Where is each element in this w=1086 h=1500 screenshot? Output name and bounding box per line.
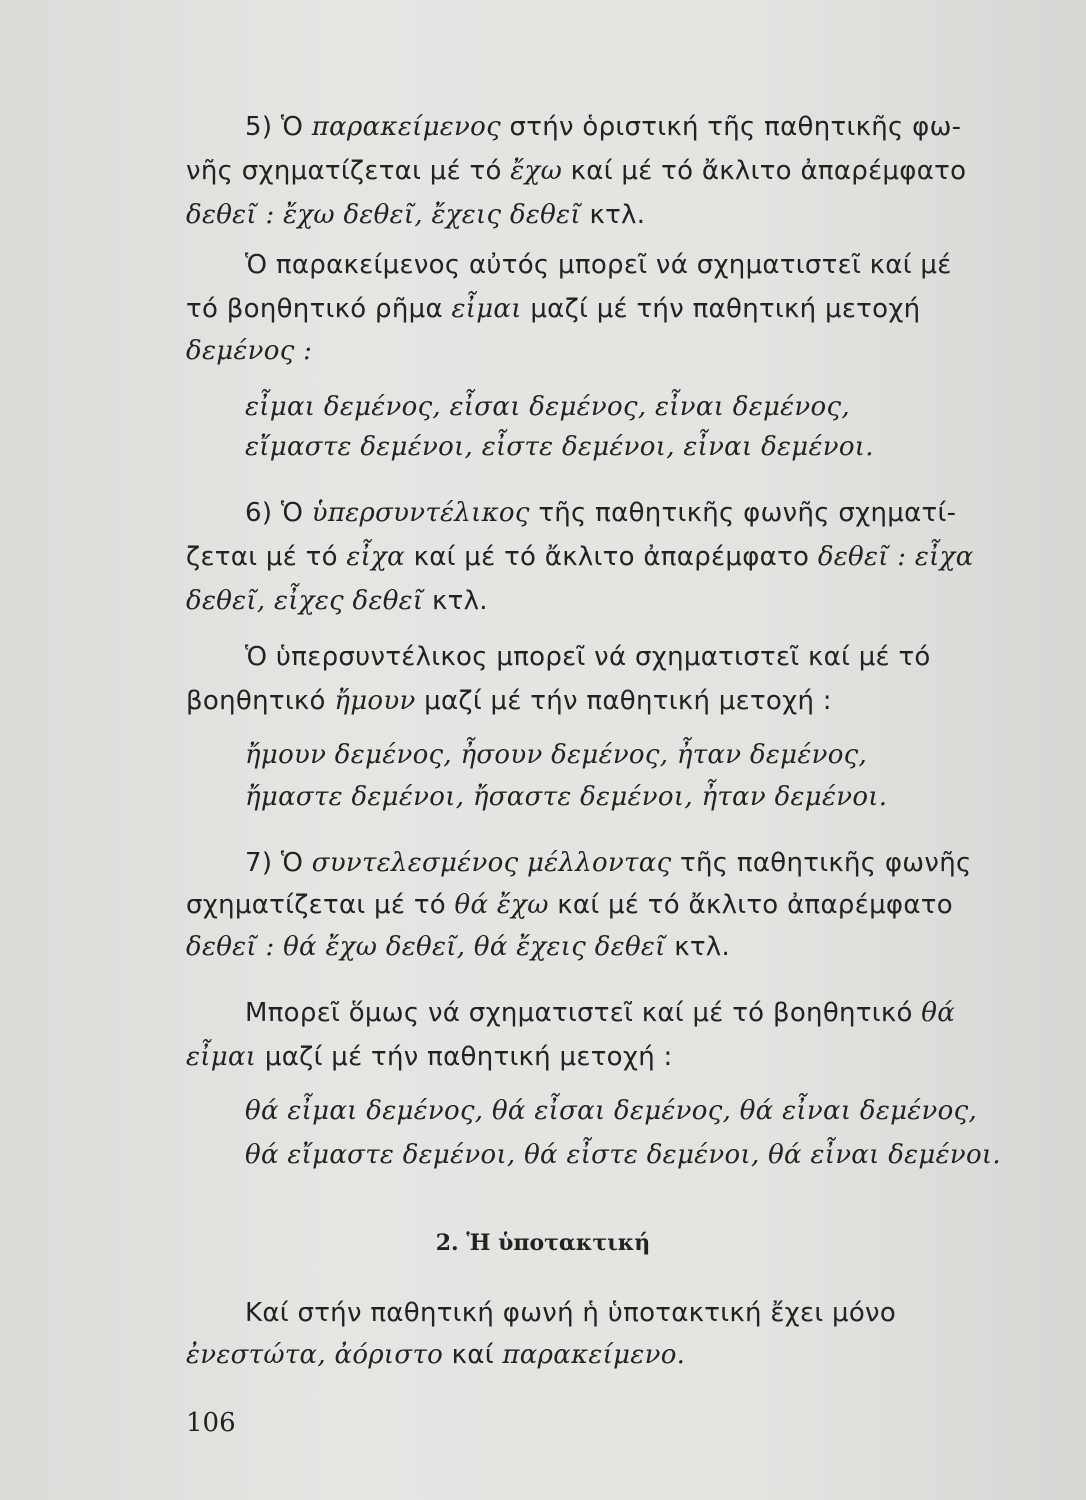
- italic-term: εἶμαι: [451, 294, 522, 324]
- s6-line-3: [186, 584, 488, 618]
- s7-line-3: [186, 930, 730, 964]
- text: μαζί μέ τήν παθητική μετοχή: [521, 294, 921, 324]
- text: καί μέ τό ἄκλιτο ἀπαρέμφατο: [405, 542, 818, 572]
- s5-example-2: εἴμαστε δεμένοι, εἶστε δεμένοι, εἶναι δεμένοι.: [245, 432, 874, 462]
- page-number: 106: [186, 1408, 236, 1438]
- text: σχηματίζεται μέ τό: [186, 890, 455, 920]
- s7-example-1: θά εἶμαι δεμένος, θά εἶσαι δεμένος, θά εἶναι δεμένος,: [245, 1096, 978, 1126]
- text: κτλ.: [423, 586, 488, 616]
- s5-line-3: [186, 198, 645, 232]
- s7-p2-line-2: [186, 1040, 673, 1074]
- text: Ὁ ὑπερσυντέλικος μπορεῖ νά σχηματιστεῖ καί μέ τό: [245, 642, 931, 672]
- text: 6) Ὁ: [245, 498, 312, 528]
- s5-p2-line-2: [186, 292, 920, 326]
- text: καί μέ τό ἄκλιτο ἀπαρέμφατο: [548, 890, 953, 920]
- text: κτλ.: [580, 200, 646, 230]
- italic-term: παρακείμενος: [311, 112, 501, 142]
- section-heading: 2. Ἡ ὑποτακτική: [435, 1230, 651, 1256]
- s6-example-1: ἤμουν δεμένος, ἦσουν δεμένος, ἦταν δεμένος,: [245, 740, 868, 770]
- italic-term: ὑπερσυντέλικος: [311, 498, 530, 528]
- text: Μπορεῖ ὅμως νά σχηματιστεῖ καί μέ τό βοηθητικό: [245, 998, 922, 1028]
- italic-term: συντελεσμένος μέλλοντας: [311, 848, 672, 878]
- subj-line-1: [245, 1296, 896, 1330]
- s5-example-1: εἶμαι δεμένος, εἶσαι δεμένος, εἶναι δεμένος,: [245, 392, 850, 422]
- s6-example-2: ἤμαστε δεμένοι, ἤσαστε δεμένοι, ἦταν δεμένοι.: [245, 782, 888, 812]
- italic-term: ἐνεστώτα, ἀόριστο: [186, 1340, 444, 1370]
- italic-term: θά ἔχω: [454, 890, 549, 920]
- text: στήν ὁριστική τῆς παθητικῆς φω-: [500, 112, 962, 142]
- italic-term: δεθεῖ : θά ἔχω δεθεῖ, θά ἔχεις δεθεῖ: [186, 932, 666, 962]
- text: μαζί μέ τήν παθητική μετοχή :: [415, 686, 832, 716]
- s7-example-2: θά εἴμαστε δεμένοι, θά εἶστε δεμένοι, θά εἶναι δεμένοι.: [245, 1140, 1001, 1170]
- text: κτλ.: [665, 932, 731, 962]
- text: τῆς παθητικῆς φωνῆς: [671, 848, 972, 878]
- text: τό βοηθητικό ρῆμα: [186, 294, 452, 324]
- text: νῆς σχηματίζεται μέ τό: [186, 156, 511, 186]
- s5-line-2: [186, 154, 966, 188]
- subj-line-2: [186, 1338, 685, 1372]
- italic-term: εἶμαι: [186, 1042, 257, 1072]
- text: καί μέ τό ἄκλιτο ἀπαρέμφατο: [562, 156, 967, 186]
- italic-term: δεθεῖ, εἶχες δεθεῖ: [186, 586, 424, 616]
- italic-term: εἶχα: [346, 542, 406, 572]
- s7-line-1: [245, 846, 972, 880]
- s6-line-2: [186, 540, 974, 574]
- text: τῆς παθητικῆς φωνῆς σχηματί-: [529, 498, 957, 528]
- italic-term: θά: [921, 998, 956, 1028]
- italic-term: δεθεῖ : εἶχα: [817, 542, 974, 572]
- s7-p2-line-1: [245, 996, 955, 1030]
- italic-term: ἔχω: [510, 156, 563, 186]
- italic-term: δεθεῖ : ἔχω δεθεῖ, ἔχεις δεθεῖ: [186, 200, 581, 230]
- text: 7) Ὁ: [245, 848, 312, 878]
- text: μαζί μέ τήν παθητική μετοχή :: [256, 1042, 673, 1072]
- s6-line-1: [245, 496, 956, 530]
- text: βοηθητικό: [186, 686, 335, 716]
- s5-line-1: [245, 110, 961, 144]
- text: Ὁ παρακείμενος αὐτός μπορεῖ νά σχηματιστεῖ καί μέ: [245, 250, 952, 280]
- text: καί: [443, 1340, 503, 1370]
- text: 5) Ὁ: [245, 112, 312, 142]
- text: Καί στήν παθητική φωνή ἡ ὑποτακτική ἔχει μόνο: [245, 1298, 897, 1328]
- s6-p2-line-2: [186, 684, 832, 718]
- s7-line-2: [186, 888, 953, 922]
- text: ζεται μέ τό: [186, 542, 347, 572]
- s6-p2-line-1: [245, 640, 931, 674]
- s5-p2-line-1: [245, 248, 952, 282]
- s5-p2-line-3: δεμένος :: [186, 336, 313, 366]
- italic-term: ἤμουν: [334, 686, 416, 716]
- italic-term: παρακείμενο.: [502, 1340, 686, 1370]
